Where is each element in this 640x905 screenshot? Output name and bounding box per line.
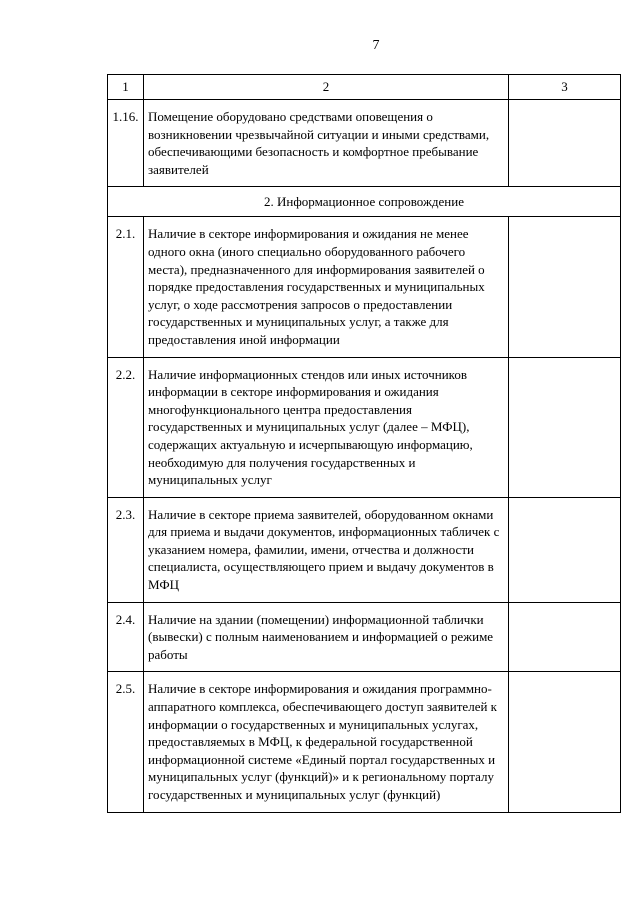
item-text: Помещение оборудовано средствами оповещения о возникновении чрезвычайной ситуации и иными средствами, обеспечивающими безопасность и комфортное пребывание заявителей <box>144 100 509 187</box>
table-row <box>108 357 621 497</box>
header-cell-3: 3 <box>509 75 621 100</box>
item-text: Наличие в секторе информирования и ожидания не менее одного окна (иного специально оборудованного рабочего места), предназначенного для информирования заявителей о порядке предоставления государственных и муниципальных услуг, о ходе рассмотрения запросов о предоставлении государственных и муниципальных услуг, а также для предоставления иной информации <box>144 217 509 357</box>
section-row <box>108 187 621 217</box>
table-row <box>108 497 621 602</box>
item-text: Наличие в секторе приема заявителей, оборудованном окнами для приема и выдачи документов, информационных табличек с указанием номера, фамилии, имени, отчества и должности специалиста, осуществляющего прием и выдачу документов в МФЦ <box>144 497 509 602</box>
section-heading: 2. Информационное сопровождение <box>108 187 621 217</box>
item-value <box>509 602 621 672</box>
page-number: 7 <box>372 38 380 53</box>
item-number: 1.16. <box>108 100 144 187</box>
item-number: 2.2. <box>108 357 144 497</box>
item-text: Наличие информационных стендов или иных источников информации в секторе информирования и ожидания многофункционального центра предоставления государственных и муниципальных услуг (далее – МФЦ), содержащих актуальную и исчерпывающую информацию, необходимую для получения государственных и муниципальных услуг <box>144 357 509 497</box>
table-row <box>108 217 621 357</box>
item-number: 2.5. <box>108 672 144 812</box>
requirements-table <box>107 74 621 813</box>
header-cell-1: 1 <box>108 75 144 100</box>
item-value <box>509 497 621 602</box>
item-text: Наличие на здании (помещении) информационной таблички (вывески) с полным наименованием и информацией о режиме работы <box>144 602 509 672</box>
header-cell-2: 2 <box>144 75 509 100</box>
item-value <box>509 357 621 497</box>
table-row <box>108 602 621 672</box>
item-value <box>509 672 621 812</box>
item-number: 2.1. <box>108 217 144 357</box>
item-number: 2.4. <box>108 602 144 672</box>
item-value <box>509 100 621 187</box>
item-number: 2.3. <box>108 497 144 602</box>
item-value <box>509 217 621 357</box>
table-row <box>108 672 621 812</box>
table-row <box>108 100 621 187</box>
table-header-row <box>108 75 621 100</box>
item-text: Наличие в секторе информирования и ожидания программно-аппаратного комплекса, обеспечивающего доступ заявителей к информации о государственных и муниципальных услугах, предоставляемых в МФЦ, к федеральной государственной информационной системе «Единый портал государственных и муниципальных услуг (функций)» и к региональному порталу государственных и муниципальных услуг (функций) <box>144 672 509 812</box>
